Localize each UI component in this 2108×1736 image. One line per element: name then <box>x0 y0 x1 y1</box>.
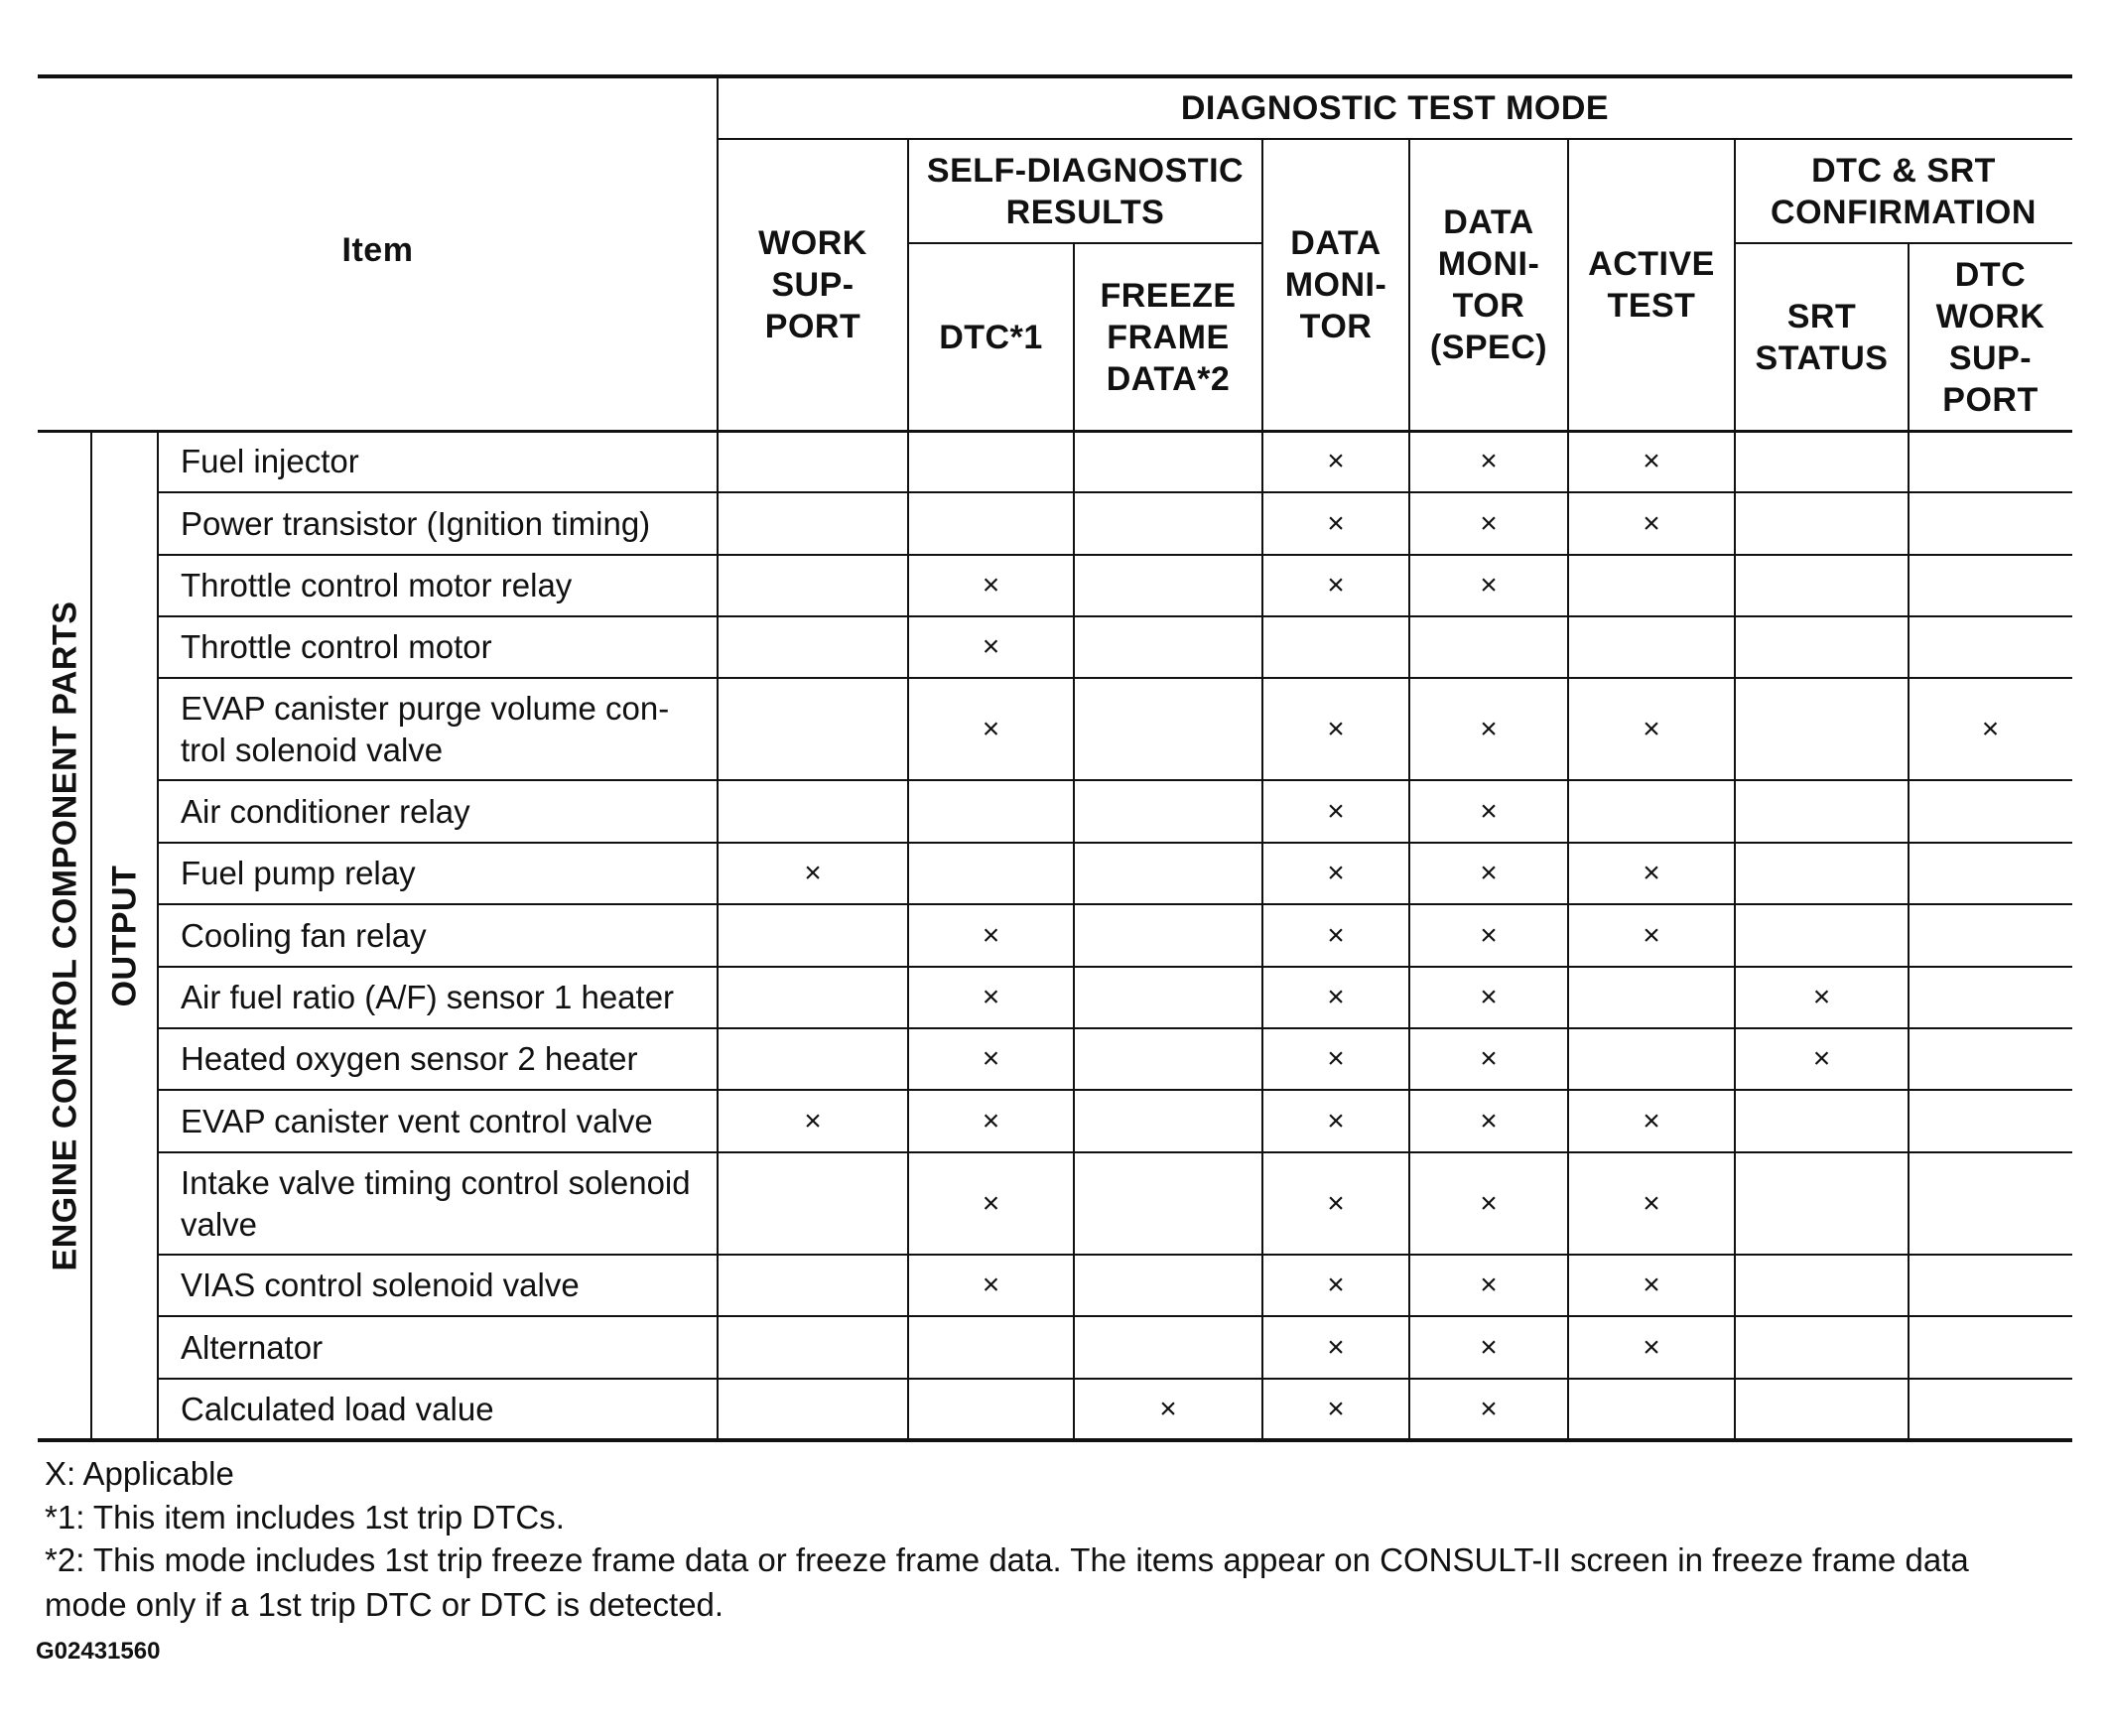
applicable-mark: × <box>1327 794 1345 828</box>
footnote-2: *2: This mode includes 1st trip freeze frame data or freeze frame data. The items appear on CONSULT-II screen in freeze frame data <box>45 1541 1969 1578</box>
applicable-mark: × <box>1480 981 1498 1013</box>
applicable-mark: × <box>1327 712 1345 745</box>
applicable-mark: × <box>982 981 1000 1013</box>
item-label <box>181 967 712 1028</box>
applicable-mark: × <box>1643 506 1660 540</box>
active-test-header <box>1568 139 1735 431</box>
subgroup-divider <box>157 431 159 1440</box>
applicable-mark: × <box>1327 1186 1345 1220</box>
item-label-text: Heated oxygen sensor 2 heater <box>181 1040 638 1077</box>
item-label <box>181 1316 712 1379</box>
applicable-mark: × <box>1480 1330 1498 1364</box>
footnote-1: *1: This item includes 1st trip DTCs. <box>45 1499 565 1536</box>
item-label <box>181 431 712 492</box>
self-diagnostic-results-header-text: SELF-DIAGNOSTIC RESULTS <box>926 151 1245 231</box>
applicable-mark: × <box>1327 981 1345 1013</box>
applicable-mark: × <box>804 857 822 889</box>
applicable-mark: × <box>982 630 1000 663</box>
work-support-header <box>718 139 908 431</box>
applicable-mark: × <box>1643 1104 1660 1137</box>
applicable-mark: × <box>1159 1393 1177 1425</box>
item-label <box>181 780 712 843</box>
applicable-mark: × <box>1643 445 1660 477</box>
freeze-frame-data-header-text: FREEZE FRAME DATA*2 <box>1100 276 1237 398</box>
applicable-mark: × <box>1981 712 2000 745</box>
item-label-text: Air fuel ratio (A/F) sensor 1 heater <box>181 979 675 1015</box>
item-label <box>181 678 712 780</box>
item-label-text: Fuel injector <box>181 443 359 479</box>
applicable-mark: × <box>1327 1042 1345 1075</box>
data-monitor-spec-header-text: DATA MONI- TOR (SPEC) <box>1429 203 1548 366</box>
legend-applicable: X: Applicable <box>45 1455 234 1492</box>
item-label <box>181 1379 712 1440</box>
diagnostic-test-mode-header <box>718 76 2072 139</box>
applicable-mark: × <box>1327 1393 1345 1425</box>
item-label <box>181 904 712 967</box>
footnote-2-cont: mode only if a 1st trip DTC or DTC is detected. <box>45 1586 725 1623</box>
applicable-mark: × <box>982 712 1000 745</box>
item-label-text: VIAS control solenoid valve <box>181 1267 580 1303</box>
item-label <box>181 1255 712 1316</box>
applicable-mark: × <box>1643 712 1660 745</box>
applicable-mark: × <box>804 1104 822 1137</box>
data-monitor-spec-header <box>1409 139 1568 431</box>
self-diagnostic-results-header <box>908 139 1262 243</box>
applicable-mark: × <box>1327 1104 1345 1137</box>
data-monitor-header-text: DATA MONI- TOR <box>1284 224 1387 345</box>
output-label: OUTPUT <box>105 865 143 1006</box>
applicable-mark: × <box>1480 1186 1498 1220</box>
freeze-frame-data-header <box>1074 243 1262 431</box>
applicable-mark: × <box>982 1042 1000 1075</box>
applicable-mark: × <box>1327 569 1345 601</box>
applicable-mark: × <box>1643 1269 1660 1301</box>
item-label <box>181 492 712 555</box>
applicable-mark: × <box>1327 506 1345 540</box>
diagnostic-test-mode-header-text: DIAGNOSTIC TEST MODE <box>1180 88 1610 127</box>
applicable-mark: × <box>982 918 1000 952</box>
item-label-text: EVAP canister purge volume con- trol solenoid valve <box>181 689 670 768</box>
data-monitor-header <box>1262 139 1409 431</box>
applicable-mark: × <box>982 1186 1000 1220</box>
applicable-mark: × <box>1480 918 1498 952</box>
srt-status-header-text: SRT STATUS <box>1755 297 1889 377</box>
applicable-mark: × <box>1327 445 1345 477</box>
item-label <box>181 1152 712 1255</box>
applicable-mark: × <box>1480 1393 1498 1425</box>
item-label-text: Intake valve timing control solenoid valve <box>181 1163 691 1243</box>
dtc-header-text: DTC*1 <box>939 318 1043 356</box>
item-label <box>181 616 712 678</box>
active-test-header-text: ACTIVE TEST <box>1588 245 1715 325</box>
applicable-mark: × <box>982 569 1000 601</box>
dtc-header <box>908 243 1074 431</box>
applicable-mark: × <box>1480 506 1498 540</box>
item-label-text: Fuel pump relay <box>181 855 416 891</box>
item-label <box>181 1090 712 1152</box>
item-label-text: Calculated load value <box>181 1391 494 1427</box>
applicable-mark: × <box>1327 857 1345 889</box>
item-label-text: Alternator <box>181 1328 324 1366</box>
item-label <box>181 555 712 616</box>
applicable-mark: × <box>1643 1330 1660 1364</box>
applicable-mark: × <box>1643 1186 1660 1220</box>
applicable-mark: × <box>1480 794 1498 828</box>
applicable-mark: × <box>1480 1104 1498 1137</box>
applicable-mark: × <box>1480 445 1498 477</box>
item-header-text: Item <box>341 231 414 269</box>
applicable-mark: × <box>1327 1330 1345 1364</box>
figure-code: G02431560 <box>36 1638 161 1665</box>
applicable-mark: × <box>1480 1269 1498 1301</box>
item-label <box>181 1028 712 1090</box>
applicable-mark: × <box>1327 918 1345 952</box>
applicable-mark: × <box>1480 569 1498 601</box>
srt-status-header <box>1735 243 1909 431</box>
applicable-mark: × <box>1480 1042 1498 1075</box>
applicable-mark: × <box>1327 1269 1345 1301</box>
item-label-text: Air conditioner relay <box>181 792 470 830</box>
item-label-text: Throttle control motor relay <box>181 567 573 603</box>
applicable-mark: × <box>982 1269 1000 1301</box>
dtc-srt-confirmation-header <box>1735 139 2072 243</box>
work-support-header-text: WORK SUP- PORT <box>758 224 867 345</box>
item-header <box>38 76 718 424</box>
group-divider <box>90 431 92 1440</box>
applicable-mark: × <box>982 1104 1000 1137</box>
item-label-text: EVAP canister vent control valve <box>181 1102 653 1139</box>
dtc-srt-confirmation-header-text: DTC & SRT CONFIRMATION <box>1771 151 2037 231</box>
applicable-mark: × <box>1812 1042 1831 1075</box>
applicable-mark: × <box>1643 918 1660 952</box>
item-label-text: Cooling fan relay <box>181 916 427 954</box>
applicable-mark: × <box>1643 857 1660 889</box>
applicable-mark: × <box>1480 712 1498 745</box>
applicable-mark: × <box>1480 857 1498 889</box>
item-label <box>181 843 712 904</box>
item-label-text: Throttle control motor <box>181 628 492 665</box>
dtc-work-support-header <box>1909 243 2072 431</box>
dtc-work-support-header-text: DTC WORK SUP- PORT <box>1935 255 2045 419</box>
applicable-mark: × <box>1812 981 1831 1013</box>
item-label-text: Power transistor (Ignition timing) <box>181 504 651 542</box>
engine-control-component-parts-label: ENGINE CONTROL COMPONENT PARTS <box>45 601 83 1270</box>
